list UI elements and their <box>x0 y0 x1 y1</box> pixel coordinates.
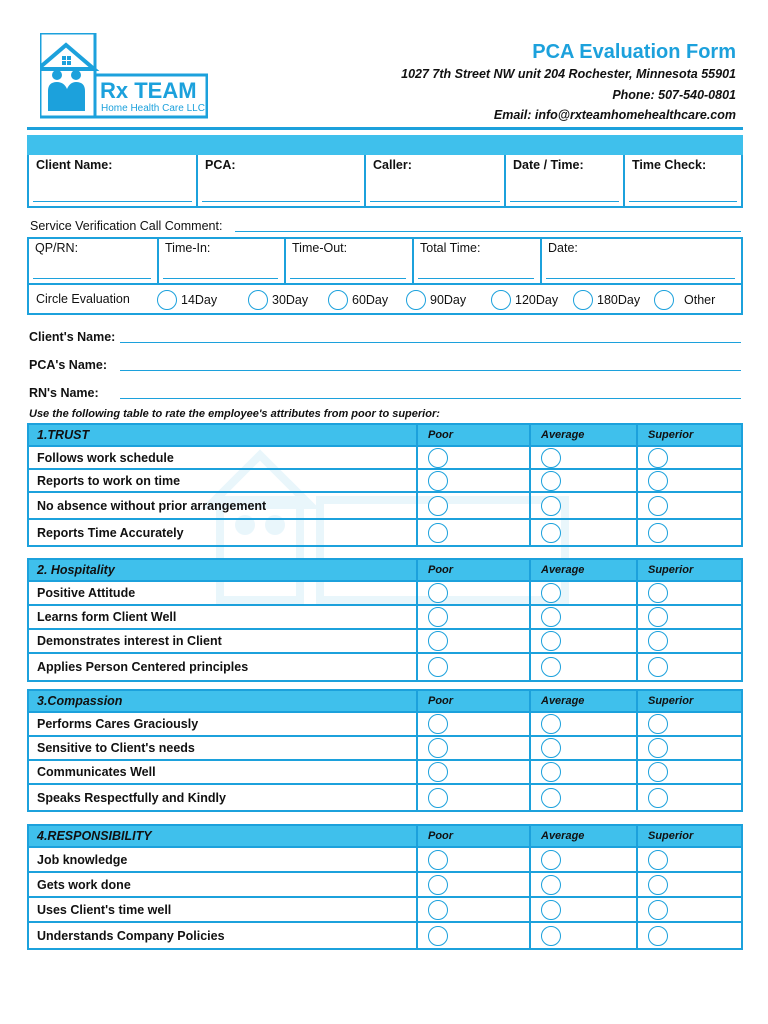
poor-radio[interactable] <box>428 762 448 782</box>
poor-radio[interactable] <box>428 926 448 946</box>
superior-radio[interactable] <box>648 714 668 734</box>
table-row <box>29 582 741 606</box>
table-row <box>29 520 741 545</box>
eval-option-90day[interactable]: 90Day <box>406 289 466 311</box>
radio-icon[interactable] <box>406 290 426 310</box>
company-logo <box>40 33 208 119</box>
pca-field[interactable]: PCA: <box>198 155 366 206</box>
radio-icon[interactable] <box>654 290 674 310</box>
attribute-label: Uses Client's time well <box>29 898 418 921</box>
average-radio[interactable] <box>541 631 561 651</box>
rating-instructions: Use the following table to rate the employee's attributes from poor to superior: <box>29 408 440 420</box>
attribute-label: Job knowledge <box>29 848 418 871</box>
average-radio[interactable] <box>541 788 561 808</box>
poor-column-header: Poor <box>418 560 531 580</box>
company-email: Email: info@rxteamhomehealthcare.com <box>493 108 736 122</box>
eval-option-14day[interactable]: 14Day <box>157 289 217 311</box>
company-address: 1027 7th Street NW unit 204 Rochester, Minnesota 55901 <box>401 67 736 81</box>
table-row <box>29 447 741 470</box>
hospitality-section-table <box>27 558 743 682</box>
superior-radio[interactable] <box>648 738 668 758</box>
client-name-field[interactable]: Client Name: <box>29 155 198 206</box>
attribute-label: Positive Attitude <box>29 582 418 604</box>
average-radio[interactable] <box>541 714 561 734</box>
client-name-input[interactable] <box>120 342 741 343</box>
attribute-label: Reports Time Accurately <box>29 520 418 545</box>
table-row <box>29 470 741 493</box>
time-in-field[interactable]: Time-In: <box>159 239 286 283</box>
table-row <box>29 713 741 737</box>
attribute-label: Learns form Client Well <box>29 606 418 628</box>
poor-radio[interactable] <box>428 850 448 870</box>
trust-section-table <box>27 423 743 547</box>
attribute-label: Reports to work on time <box>29 470 418 491</box>
call-info-table <box>27 155 743 208</box>
radio-icon[interactable] <box>157 290 177 310</box>
poor-radio[interactable] <box>428 657 448 677</box>
eval-option-60day[interactable]: 60Day <box>328 289 388 311</box>
radio-icon[interactable] <box>328 290 348 310</box>
poor-column-header: Poor <box>418 826 531 846</box>
superior-radio[interactable] <box>648 496 668 516</box>
table-row <box>29 898 741 923</box>
attribute-label: No absence without prior arrangement <box>29 493 418 518</box>
superior-radio[interactable] <box>648 788 668 808</box>
poor-radio[interactable] <box>428 496 448 516</box>
circle-evaluation-row <box>27 285 743 315</box>
superior-column-header: Superior <box>648 564 694 576</box>
time-check-field[interactable]: Time Check: <box>625 155 741 206</box>
page-title: PCA Evaluation Form <box>532 41 736 63</box>
attribute-label: Speaks Respectfully and Kindly <box>29 785 418 810</box>
eval-option-180day[interactable]: 180Day <box>573 289 640 311</box>
pca-name-input[interactable] <box>120 370 741 371</box>
average-radio[interactable] <box>541 900 561 920</box>
rn-name-input[interactable] <box>120 398 741 399</box>
average-column-header: Average <box>531 425 638 445</box>
average-radio[interactable] <box>541 762 561 782</box>
eval-option-30day[interactable]: 30Day <box>248 289 308 311</box>
service-comment-input[interactable] <box>235 231 741 232</box>
radio-icon[interactable] <box>573 290 593 310</box>
superior-radio[interactable] <box>648 900 668 920</box>
superior-radio[interactable] <box>648 850 668 870</box>
radio-icon[interactable] <box>248 290 268 310</box>
average-column-header: Average <box>531 826 638 846</box>
poor-column-header: Poor <box>418 691 531 711</box>
superior-radio[interactable] <box>648 657 668 677</box>
header-divider <box>27 127 743 130</box>
superior-radio[interactable] <box>648 926 668 946</box>
table-row <box>29 848 741 873</box>
poor-radio[interactable] <box>428 523 448 543</box>
qp-rn-field[interactable]: QP/RN: <box>29 239 159 283</box>
poor-radio[interactable] <box>428 631 448 651</box>
poor-radio[interactable] <box>428 900 448 920</box>
poor-radio[interactable] <box>428 738 448 758</box>
superior-radio[interactable] <box>648 583 668 603</box>
superior-radio[interactable] <box>648 875 668 895</box>
poor-radio[interactable] <box>428 583 448 603</box>
table-row <box>29 761 741 785</box>
table-row <box>29 923 741 948</box>
superior-radio[interactable] <box>648 471 668 491</box>
table-row <box>29 785 741 810</box>
average-radio[interactable] <box>541 523 561 543</box>
company-phone: Phone: 507-540-0801 <box>612 88 736 102</box>
average-radio[interactable] <box>541 583 561 603</box>
section-header-row <box>29 826 741 848</box>
total-time-field[interactable]: Total Time: <box>414 239 542 283</box>
poor-radio[interactable] <box>428 471 448 491</box>
eval-option-120day[interactable]: 120Day <box>491 289 558 311</box>
superior-column-header: Superior <box>648 429 694 441</box>
attribute-label: Follows work schedule <box>29 447 418 468</box>
section-title: 2. Hospitality <box>29 560 418 580</box>
logo-tagline-text: Home Health Care LLC <box>101 103 205 114</box>
attribute-label: Performs Cares Graciously <box>29 713 418 735</box>
attribute-label: Gets work done <box>29 873 418 896</box>
superior-radio[interactable] <box>648 631 668 651</box>
poor-radio[interactable] <box>428 448 448 468</box>
table-row <box>29 606 741 630</box>
attribute-label: Applies Person Centered principles <box>29 654 418 680</box>
table-row <box>29 493 741 520</box>
section-title: 1.TRUST <box>29 425 418 445</box>
service-comment-label: Service Verification Call Comment: <box>30 219 223 233</box>
average-radio[interactable] <box>541 607 561 627</box>
average-radio[interactable] <box>541 738 561 758</box>
attribute-label: Communicates Well <box>29 761 418 783</box>
superior-column-header: Superior <box>648 830 694 842</box>
superior-radio[interactable] <box>648 523 668 543</box>
poor-radio[interactable] <box>428 875 448 895</box>
visit-info-table <box>27 237 743 285</box>
circle-evaluation-label: Circle Evaluation <box>36 292 130 306</box>
section-header-row <box>29 425 741 447</box>
compassion-section-table <box>27 689 743 812</box>
section-title: 3.Compassion <box>29 691 418 711</box>
responsibility-section-table <box>27 824 743 950</box>
caller-field[interactable]: Caller: <box>366 155 506 206</box>
average-radio[interactable] <box>541 926 561 946</box>
poor-radio[interactable] <box>428 607 448 627</box>
attribute-label: Sensitive to Client's needs <box>29 737 418 759</box>
header-band <box>27 135 743 155</box>
client-name-label: Client's Name: <box>29 330 116 344</box>
date-time-field[interactable]: Date / Time: <box>506 155 625 206</box>
section-title: 4.RESPONSIBILITY <box>29 826 418 846</box>
attribute-label: Understands Company Policies <box>29 923 418 948</box>
average-column-header: Average <box>531 691 638 711</box>
average-radio[interactable] <box>541 448 561 468</box>
poor-radio[interactable] <box>428 788 448 808</box>
average-radio[interactable] <box>541 850 561 870</box>
table-row <box>29 737 741 761</box>
attribute-label: Demonstrates interest in Client <box>29 630 418 652</box>
time-out-field[interactable]: Time-Out: <box>286 239 414 283</box>
table-row <box>29 654 741 680</box>
logo-brand-text: Rx TEAM <box>100 78 197 103</box>
superior-column-header: Superior <box>648 695 694 707</box>
average-radio[interactable] <box>541 657 561 677</box>
poor-column-header: Poor <box>418 425 531 445</box>
superior-radio[interactable] <box>648 607 668 627</box>
rn-name-label: RN's Name: <box>29 386 99 400</box>
table-row <box>29 873 741 898</box>
section-header-row <box>29 691 741 713</box>
table-row <box>29 630 741 654</box>
average-radio[interactable] <box>541 875 561 895</box>
average-radio[interactable] <box>541 471 561 491</box>
average-radio[interactable] <box>541 496 561 516</box>
average-column-header: Average <box>531 560 638 580</box>
superior-radio[interactable] <box>648 448 668 468</box>
poor-radio[interactable] <box>428 714 448 734</box>
superior-radio[interactable] <box>648 762 668 782</box>
radio-icon[interactable] <box>491 290 511 310</box>
pca-name-label: PCA's Name: <box>29 358 107 372</box>
date-field[interactable]: Date: <box>542 239 741 283</box>
eval-option-other[interactable]: Other <box>654 289 715 311</box>
section-header-row <box>29 560 741 582</box>
